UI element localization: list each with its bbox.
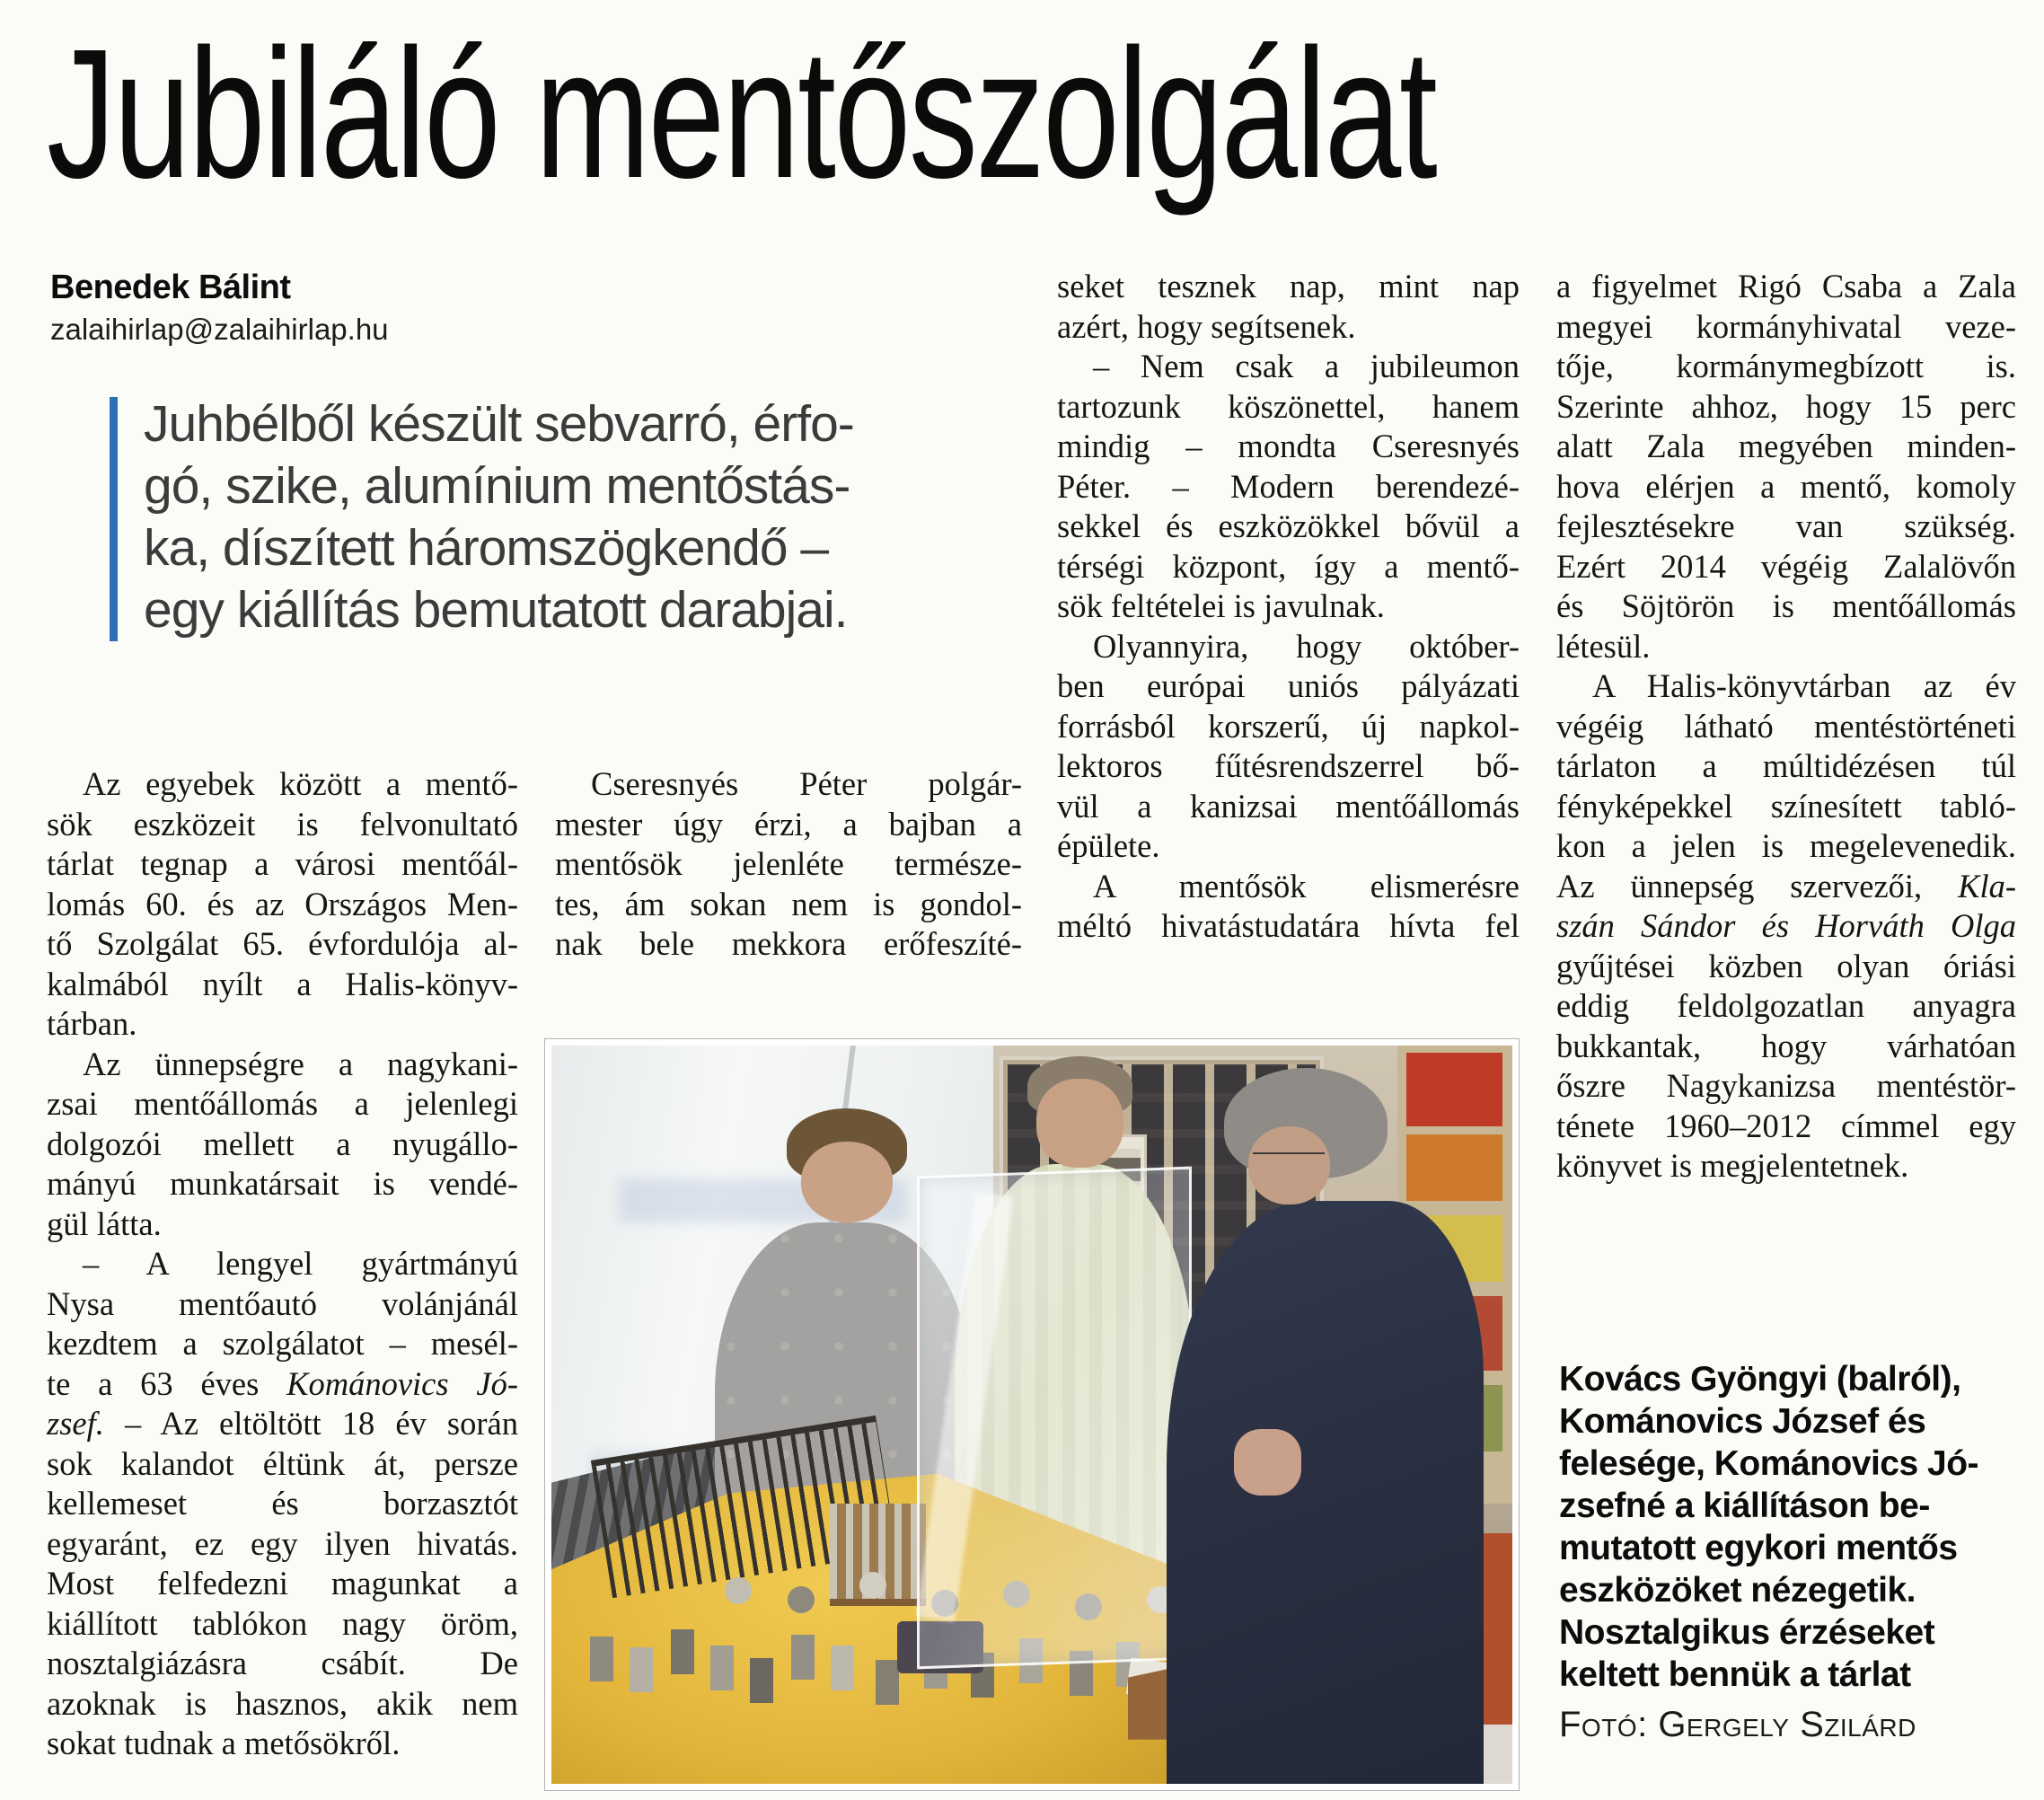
photo-scene [551,1046,1512,1784]
headline: Jubiláló mentőszolgálat [47,11,1436,216]
lead-accent-bar [110,397,118,641]
person-right-glasses [1253,1152,1325,1154]
lead-text: Juhbélből készült sebvarró, érfo- gó, szike, alumínium mentőstás- ka, díszített háromszögkendő – egy kiállítás bemutatott darabjai. [144,395,854,639]
person-center-face [1036,1079,1123,1168]
body-column-1: Az egyebek között a mentő- sök eszközeit is felvonultató tárlat tegnap a városi mentőál- lomás 60. és az Országos Men- tő Szolgálat 65. évfordulója al- kalmából nyílt a Halis-könyv- tárban. Az ünnepségre a nagykani- zsai mentőállomás a jelenlegi dolgozói mellett a nyugállo- mányú munkatársait is vendé- gül látta. – A lengyel gyártmányú Nysa mentőautó volánjánál kezdtem a szolgálatot – mesél- te a 63 éves Kománovics Jó- zsef. – Az eltöltött 18 év során sok kalandot éltünk át, persze kellemeset és borzasztót egyaránt, ez egy ilyen hivatás. Most felfedezni magunkat a kiállított tablókon nagy öröm, nosztalgiázásra csábít. De azoknak is hasznos, akik nem sokat tudnak a metősökről. [47,765,518,1761]
photo-credit: Fotó: Gergely Szilárd [1559,1705,1916,1744]
person-right-coat [1167,1201,1484,1784]
body-column-2: Cseresnyés Péter polgár- mester úgy érzi, a bajban a mentősök jelenléte természe- tes, ám sokan nem is gondol- nak bele mekkora erőfeszíté- [555,765,1022,962]
poster-orange [1406,1134,1502,1201]
body-column-3: seket tesznek nap, mint nap azért, hogy segítsenek. – Nem csak a jubileumon tartozunk köszönettel, hanem mindig – mondta Cseresnyés Péter. – Modern berendezé- sekkel és eszközökkel bővül a térségi központ, így a mentő- sök feltételei is javulnak. Olyannyira, hogy október- ben európai uniós pályázati forrásból korszerű, új napkol- lektoros fűtésrendszerrel bő- vül a kanizsai mentőállomás épülete. A mentősök elismerésre méltó hivatástudatára hívta fel [1057,268,1520,944]
person-right-hand [1234,1429,1301,1496]
author-name: Benedek Bálint [50,269,291,306]
body-column-4: a figyelmet Rigó Csaba a Zala megyei kormányhivatal veze- tője, kormánymegbízott is. Szerinte ahhoz, hogy 15 perc alatt Zala megyében minden- hova elérjen a mentő, komoly fejlesztésekre van szükség. Ezért 2014 végéig Zalalövőn és Söjtörön is mentőállomás létesül. A Halis-könyvtárban az év végéig látható mentéstörténeti tárlaton a múltidézésen túl fényképekkel színesített tabló- kon a jelen is megelevenedik. Az ünnepség szervezői, Kla- szán Sándor és Horváth Olga gyűjtései közben olyan óriási eddig feldolgozatlan anyagra bukkantak, hogy várhatóan őszre Nagykanizsa mentéstör- ténete 1960–2012 címmel egy könyvet is megjelentetnek. [1556,268,2016,1184]
exhibit-items-round [725,1577,752,1604]
article-photo [544,1038,1520,1791]
testtube-rack [830,1504,926,1607]
poster-red [1406,1053,1502,1126]
person-left-face [801,1142,893,1222]
person-right-face [1248,1126,1330,1204]
exhibit-items-bottles [590,1637,613,1681]
photo-caption: Kovács Gyöngyi (balról), Kománovics József és felesége, Kománovics Jó- zsefné a kiállításon be- mutatott egykori mentős eszközöket nézegetik. Nosztalgikus érzéseket keltett bennük a tárlat [1559,1360,1979,1694]
author-email: zalaihirlap@zalaihirlap.hu [50,313,389,346]
